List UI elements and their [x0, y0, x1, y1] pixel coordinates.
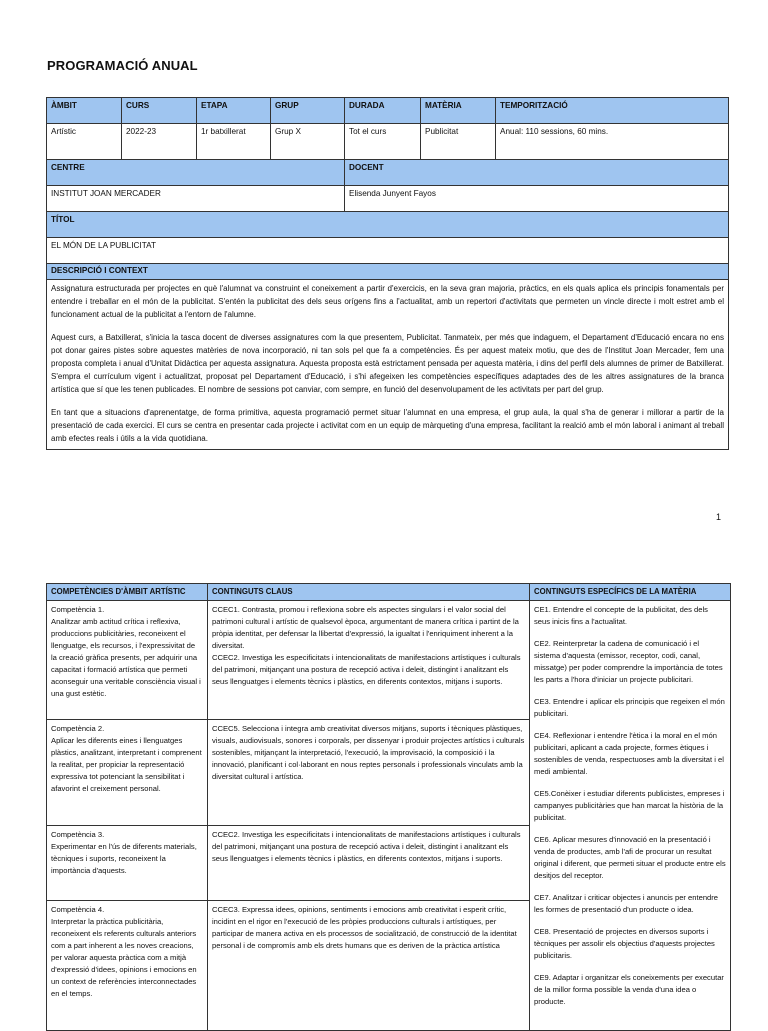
header-ambit: ÀMBIT — [47, 98, 122, 124]
ce-item: CE1. Entendre el concepte de la publicitat, des dels seus inicis fins a l'actualitat. — [534, 605, 708, 626]
centre-docent-header-row — [47, 160, 729, 186]
docent-label: DOCENT — [345, 160, 729, 186]
header-temporitzacio: TEMPORITZACIÓ — [496, 98, 729, 124]
titol-value: EL MÓN DE LA PUBLICITAT — [47, 238, 729, 264]
titol-label: TÍTOL — [47, 212, 729, 238]
centre-value: INSTITUT JOAN MERCADER — [47, 186, 345, 212]
value-ambit: Artístic — [47, 124, 122, 160]
ce-item: CE7. Analitzar i criticar objectes i anuncis per entendre les formes de presentació d'un producte o idea. — [534, 893, 719, 914]
competencia-name: Competència 1. — [51, 605, 105, 614]
especifics-cell — [530, 601, 731, 1031]
header-materia: MATÈRIA — [421, 98, 496, 124]
continguts-cell: CCEC5. Selecciona i integra amb creativitat diversos mitjans, suports i tècniques plàstiques, visuals, audiovisuals, sonores i corporals, per dissenyar i produir projectes artístics i culturals sostenibles, mitjançant la interpretació, l'execució, la improvisació, la composició i la innovació, planificant i col·laborant en nous reptes personals i professionals vinculats amb la diversitat cultural i artística. — [208, 720, 530, 826]
continguts-cell: CCEC2. Investiga les especificitats i intencionalitats de manifestacions artístiques i culturals del patrimoni, mitjançant una postura de recepció activa i deleit, distingint i analitzant els seus llenguatges i elements tècnics i plàstics, en diferents contextos, mitjans i suports. — [208, 826, 530, 901]
centre-label: CENTRE — [47, 160, 345, 186]
header-competencies: COMPETÈNCIES D'ÀMBIT ARTÍSTIC — [47, 584, 208, 601]
competencies-table — [46, 583, 731, 1031]
header-continguts-especifics: CONTINGUTS ESPECÍFICS DE LA MATÈRIA — [530, 584, 731, 601]
continguts-cell: CCEC3. Expressa idees, opinions, sentiments i emocions amb creativitat i esperit crític, incidint en el rigor en l'execució de les pròpies produccions culturals i artístiques, per participar de manera activa en els processos de socialització, de construcció de la identitat personal i de compromís amb els drets humans que es deriven de la pràctica artística — [208, 901, 530, 1031]
value-curs: 2022-23 — [122, 124, 197, 160]
competencia-name: Competència 4. — [51, 905, 105, 914]
competencia-name: Competència 3. — [51, 830, 105, 839]
header-grup: GRUP — [271, 98, 345, 124]
competencia-cell — [47, 901, 208, 1031]
value-materia: Publicitat — [421, 124, 496, 160]
descripcio-text — [47, 280, 729, 450]
descripcio-label: DESCRIPCIÓ I CONTEXT — [47, 264, 729, 280]
competencia-name: Competència 2. — [51, 724, 105, 733]
header-continguts-claus: CONTINGUTS CLAUS — [208, 584, 530, 601]
value-etapa: 1r batxillerat — [197, 124, 271, 160]
value-durada: Tot el curs — [345, 124, 421, 160]
competencia-desc: Experimentar en l'ús de diferents materials, tècniques i suports, reconeixent la importància d'aquests. — [51, 842, 197, 875]
descripcio-paragraph: En tant que a situacions d'aprenentatge, de forma primitiva, aquesta programació permet situar l'alumnat en una empresa, el grup aula, la qual s'ha de generar i millorar a partir de la presentació de cada exercici. El curs se centra en presentar cada projecte i activitat com en un equip de màrqueting d'una empresa, facilitant la realció amb el món laboral i animant al treball amb efectes reals i útils a la vida quotidiana. — [51, 408, 724, 443]
competencia-cell — [47, 826, 208, 901]
page-title: PROGRAMACIÓ ANUAL — [47, 58, 198, 73]
continguts-cell: CCEC1. Contrasta, promou i reflexiona sobre els aspectes singulars i el valor social del patrimoni cultural i artístic de qualsevol època, argumentant de manera crítica i partint de la pròpia identitat, per defensar la llibertat d'expressió, la igualtat i l'enriquiment inherent a la diversitat. CCEC2. Investiga les especificitats i intencionalitats de manifestacions artístiques i culturals del patrimoni, mitjançant una postura de recepció activa i deleit, distingint i analitzant els seus llenguatges i elements tècnics i plàstics, en diferents contextos, mitjans i suports. — [208, 601, 530, 720]
descripcio-paragraph: Assignatura estructurada per projectes en què l'alumnat va construint el coneixement a partir d'exercicis, en la seva gran majoria, pràctics, en els quals aplica els principis fonamentals per entendre i treballar en el món de la publicitat. S'entén la publicitat des dels seus orígens fins a l'actualitat, amb un repertori d'activitats que permeten un vincle directe i molt estret amb el funcionament actual de la publicitat a l'entorn de l'alumne. — [51, 284, 724, 319]
descripcio-paragraph: Aquest curs, a Batxillerat, s'inicia la tasca docent de diverses assignatures com la que presentem, Publicitat. Tanmateix, per més que indaguem, el Departament d'Educació encara no ens pot donar gaires pistes sobre aquestes matèries de nova incorporació, ni tan sols pel que fa a competències. És per aquest mateix motiu, que des de l'Institut Joan Mercader, fem una proposta completa i anual d'Unitat Didàctica per aquesta assignatura. Aquesta proposta està estrictament pensada per aquesta matèria, i dins del perfil dels alumnes de primer de Batxillerat. S'empra el currículum vigent i actualitzat, proposat pel Departament d'Educació, i s'hi afegeixen les competències específiques adaptades des de les altres assignatures de la branca artística que sí que les tenen publicades. El nombre de sessions pot canviar, com sempre, en funció del desenvolupament de les activitats per part del grup. — [51, 333, 724, 394]
ce-item: CE5.Conèixer i estudiar diferents publicistes, empreses i campanyes publicitàries que han marcat la història de la publicitat. — [534, 789, 725, 822]
ce-item: CE8. Presentació de projectes en diversos suports i tècniques per assolir els objectius d'aquests projectes publicitaris. — [534, 927, 715, 960]
competencia-desc: Interpretar la pràctica publicitària, reconeixent els referents culturals anteriors com a part inherent a les noves creacions, per valorar aquesta pràctica com a mitjà d'expressió d'idees, opinions i emocions en un context de referències interconnectades en el temps. — [51, 917, 197, 998]
value-grup: Grup X — [271, 124, 345, 160]
competencia-cell — [47, 720, 208, 826]
header-row — [47, 98, 729, 124]
value-temporitzacio: Anual: 110 sessions, 60 mins. — [496, 124, 729, 160]
centre-docent-value-row — [47, 186, 729, 212]
header-durada: DURADA — [345, 98, 421, 124]
competencies-header-row — [47, 584, 731, 601]
table-row — [47, 601, 731, 720]
header-etapa: ETAPA — [197, 98, 271, 124]
ce-item: CE6. Aplicar mesures d'innovació en la presentació i venda de productes, amb l'afi de procurar un resultat original i diferent, que permeti situar el producte entre els desitjos del receptor. — [534, 835, 726, 880]
ce-item: CE4. Reflexionar i entendre l'ètica i la moral en el món publicitari, aplicant a cada projecte, formes ètiques i sostenibles de venda, respectuoses amb la diversitat i el medi ambiental. — [534, 731, 724, 776]
value-row — [47, 124, 729, 160]
page-number: 1 — [716, 512, 722, 522]
competencia-desc: Aplicar les diferents eines i llenguatges plàstics, analitzant, interpretant i comprenent la realitat, per propiciar la representació expressiva tot potenciant la sensibilitat i afavorint el creixement personal. — [51, 736, 202, 793]
competencia-desc: Analitzar amb actitud crítica i reflexiva, produccions publicitàries, reconeixent el llenguatge, els recursos, i l'expressivitat de la creació gràfica presents, per adquirir una capacitat i formació artística que permeti aconseguir una veritable consciència visual i una gust estètic. — [51, 617, 201, 698]
ce-item: CE3. Entendre i aplicar els principis que regeixen el món publicitari. — [534, 697, 725, 718]
ce-item: CE2. Reinterpretar la cadena de comunicació i el sistema d'aquesta (emissor, receptor, codi, canal, missatge) per poder comprendre la importància de totes les parts a l'hora d'iniciar un projecte publicitari. — [534, 639, 723, 684]
competencia-cell — [47, 601, 208, 720]
ce-item: CE9. Adaptar i organitzar els coneixements per executar de la millor forma possible la venda d'una idea o producte. — [534, 973, 724, 1006]
docent-value: Elisenda Junyent Fayos — [345, 186, 729, 212]
programacio-table — [46, 97, 729, 450]
header-curs: CURS — [122, 98, 197, 124]
